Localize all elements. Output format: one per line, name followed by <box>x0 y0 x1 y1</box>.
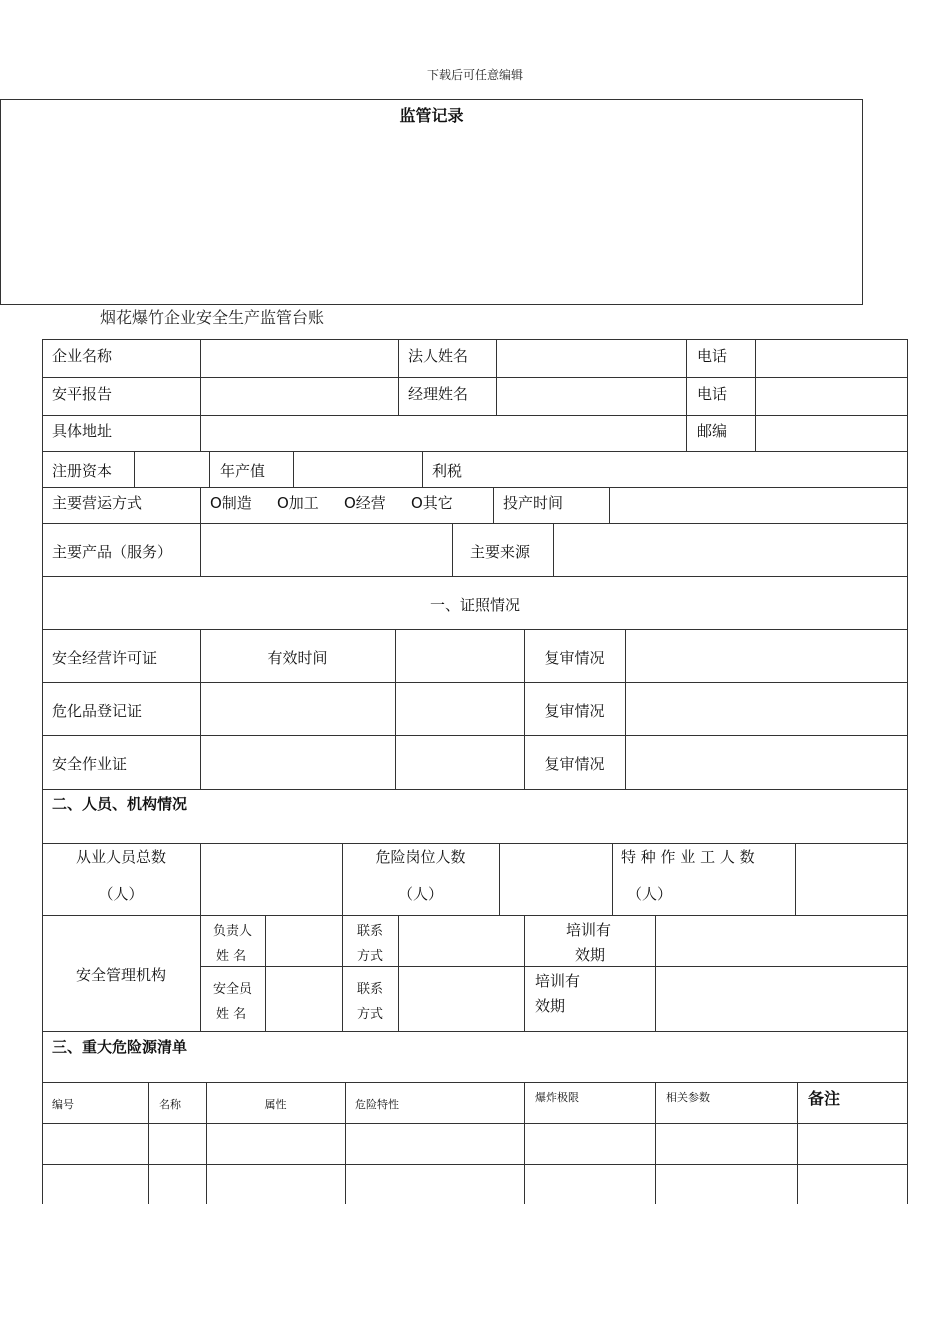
registered-capital-label: 注册资本 <box>52 462 113 480</box>
company-name-label: 企业名称 <box>52 347 113 365</box>
license-name: 安全作业证 <box>52 755 128 773</box>
operation-mode-label: 主要营运方式 <box>52 494 143 512</box>
contact-label-2-line1: 联系 <box>357 982 384 997</box>
download-note: 下载后可任意编辑 <box>426 68 523 82</box>
hazard-col-parameters: 相关参数 <box>666 1091 710 1104</box>
contact-label-line1: 联系 <box>357 924 384 939</box>
main-source-label: 主要来源 <box>470 543 531 561</box>
total-staff-label: 从业人员总数 <box>75 848 166 866</box>
mode-option-trading[interactable]: O经营 <box>344 494 386 512</box>
license-valid-time: 有效时间 <box>267 649 328 667</box>
training-label-line1: 培训有 <box>566 921 612 939</box>
danger-post-unit: （人） <box>397 885 443 903</box>
officer-name-label-line1: 安全员 <box>213 982 253 997</box>
address-label: 具体地址 <box>52 422 113 440</box>
supervision-record-box <box>0 99 863 305</box>
head-name-label-line2: 姓 名 <box>216 949 247 964</box>
contact-label-line2: 方式 <box>357 949 384 964</box>
license-review: 复审情况 <box>544 755 605 773</box>
postcode-label: 邮编 <box>697 422 728 440</box>
license-name: 安全经营许可证 <box>52 649 158 667</box>
start-time-label: 投产时间 <box>503 494 564 512</box>
phone-label: 电话 <box>697 347 728 365</box>
hazard-col-explosion-limit: 爆炸极限 <box>535 1091 579 1104</box>
hazard-col-attribute: 属性 <box>264 1098 287 1111</box>
training-label-line2: 效期 <box>575 946 606 964</box>
danger-post-label: 危险岗位人数 <box>375 848 466 866</box>
hazard-col-id: 编号 <box>52 1098 74 1111</box>
manager-name-label: 经理姓名 <box>408 385 469 403</box>
phone-label-2: 电话 <box>697 385 728 403</box>
license-review: 复审情况 <box>544 702 605 720</box>
license-review: 复审情况 <box>544 649 605 667</box>
tax-label: 利税 <box>432 462 463 480</box>
annual-output-label: 年产值 <box>220 462 266 480</box>
supervision-record-title: 监管记录 <box>399 106 464 125</box>
section-personnel-title: 二、人员、机构情况 <box>52 795 188 813</box>
license-name: 危化品登记证 <box>52 702 143 720</box>
mode-option-manufacture[interactable]: O制造 <box>210 494 252 512</box>
mode-option-other[interactable]: O其它 <box>411 494 453 512</box>
training-label-2-line1: 培训有 <box>535 972 581 990</box>
special-workers-label: 特 种 作 业 工 人 数 <box>621 848 755 866</box>
safety-org-label: 安全管理机构 <box>75 966 166 984</box>
legal-name-label: 法人姓名 <box>408 347 469 365</box>
mode-option-processing[interactable]: O加工 <box>277 494 319 512</box>
hazard-col-remarks: 备注 <box>808 1089 841 1108</box>
total-staff-unit: （人） <box>98 885 144 903</box>
safety-report-label: 安平报告 <box>52 385 113 403</box>
hazard-col-danger-traits: 危险特性 <box>355 1098 399 1111</box>
hazard-col-name: 名称 <box>159 1098 181 1111</box>
training-label-2-line2: 效期 <box>535 997 566 1015</box>
document-title: 烟花爆竹企业安全生产监管台账 <box>100 308 325 327</box>
section-hazards-title: 三、重大危险源清单 <box>52 1038 188 1056</box>
officer-name-label-line2: 姓 名 <box>216 1007 247 1022</box>
section-licenses-title: 一、证照情况 <box>429 596 520 614</box>
main-products-label: 主要产品（服务） <box>52 543 173 561</box>
contact-label-2-line2: 方式 <box>357 1007 384 1022</box>
special-workers-unit: （人） <box>627 885 673 903</box>
head-name-label-line1: 负责人 <box>213 924 253 939</box>
